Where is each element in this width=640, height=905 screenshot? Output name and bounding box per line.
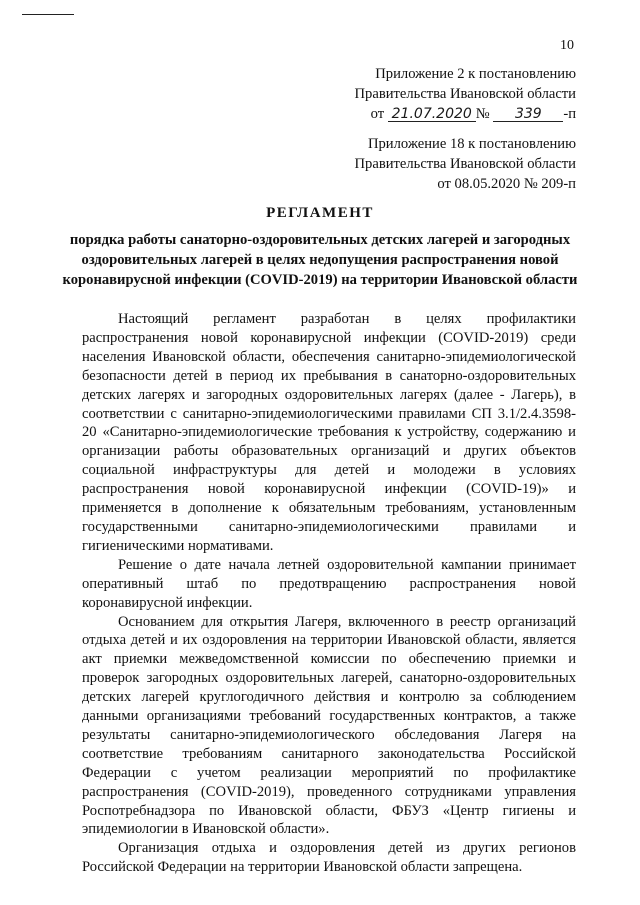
document-body xyxy=(82,310,576,877)
number-label: № xyxy=(475,106,490,122)
paragraph: Решение о дате начала летней оздоровительной кампании принимает оперативный штаб по предотвращению распространения новой коронавирусной инфекции. xyxy=(82,556,576,611)
appendix-current-line2: Правительства Ивановской области xyxy=(354,86,576,102)
paragraph: Настоящий регламент разработан в целях профилактики распространения новой коронавирусной инфекции (COVID-2019) среди населения Ивановской области, обеспечения санитарно-эпидемиологической безопасности детей в период их пребывания в санаторно-оздоровительных детских лагерях и загородных оздоровительных лагерях (далее - Лагерь), в соответствии с санитарно-эпидемиологическими правилами СП 3.1/2.4.3598-20 «Санитарно-эпидемиологические требования к устройству, содержанию и организации работы образовательных организаций и других объектов социальной инфраструктуры для детей и молодежи в условиях распространения новой коронавирусной инфекции (COVID-19)» и применяется в дополнение к обязательным требованиям, установленным государственными санитарно-эпидемиологическими правилами и гигиеническими нормативами. xyxy=(82,311,576,554)
from-label: от xyxy=(370,106,385,122)
appendix-current-line1: Приложение 2 к постановлению xyxy=(375,66,576,82)
appendix-current-block xyxy=(355,64,576,124)
appendix-original-line1: Приложение 18 к постановлению xyxy=(367,136,576,152)
appendix-current-line3 xyxy=(355,104,576,124)
top-left-rule xyxy=(22,14,74,15)
handwritten-number: 339 xyxy=(493,107,563,122)
document-title: РЕГЛАМЕНТ xyxy=(266,205,374,221)
paragraph: Основанием для открытия Лагеря, включенного в реестр организаций отдыха детей и их оздоровления на территории Ивановской области, является акт приемки межведомственной комиссии по обеспечению приемки и проверок загородных оздоровительных лагерей, санаторно-оздоровительных детских лагерей круглогодичного действия и контролю за соблюдением данными организациями требований государственных контрактов, а также результаты санитарно-эпидемиологического обследования Лагеря на соответствие требованиям санитарного законодательства Российской Федерации с учетом реализации мероприятий по профилактике распространения (COVID-2019), проведенного сотрудниками управления Роспотребнадзора по Ивановской области, ФБУЗ «Центр гигиены и эпидемиологии в Ивановской области». xyxy=(82,613,576,838)
title-block xyxy=(0,205,640,290)
paragraph: Организация отдыха и оздоровления детей из других регионов Российской Федерации на территории Ивановской области запрещена. xyxy=(82,840,576,876)
appendix-original-line3: от 08.05.2020 № 209-п xyxy=(437,176,576,192)
page-number: 10 xyxy=(560,38,574,53)
document-subtitle: порядка работы санаторно-оздоровительных детских лагерей и загородных оздоровительных лагерей в целях недопущения распространения новой коронавирусной инфекции (COVID-2019) на территории Ивановской области xyxy=(62,232,578,288)
appendix-original-line2: Правительства Ивановской области xyxy=(354,156,576,172)
appendix-original-block xyxy=(355,134,576,194)
number-suffix: -п xyxy=(563,106,576,122)
handwritten-date: 21.07.2020 xyxy=(388,107,476,122)
